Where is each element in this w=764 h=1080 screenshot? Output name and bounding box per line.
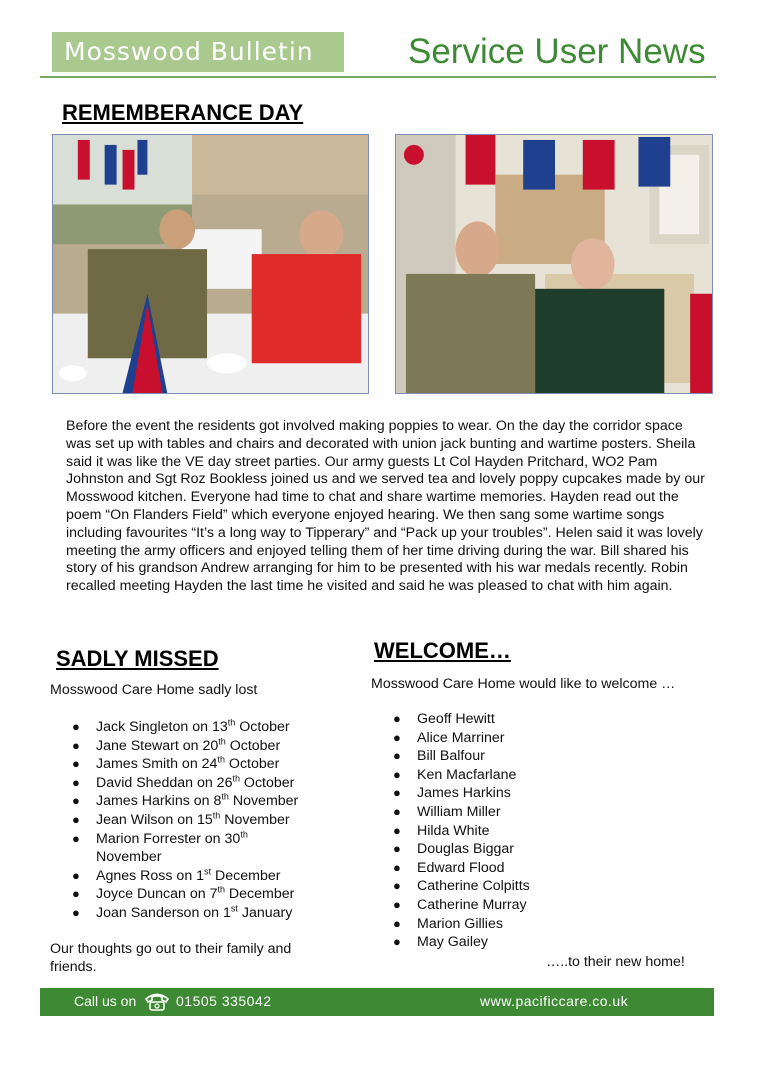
section-title: Service User News [408,32,706,71]
ordinal-suffix: th [212,810,221,821]
list-item [371,840,691,859]
list-item [50,830,350,867]
ordinal-suffix: th [240,828,248,839]
bullet-icon: ● [72,830,80,846]
bullet-icon: ● [393,748,401,764]
ordinal-suffix: th [218,735,226,746]
item-text: Geoff Hewitt [417,711,495,727]
bullet-icon: ● [72,904,80,920]
item-month: October [239,774,295,791]
list-item [371,747,691,766]
item-text: James Smith on 24 [96,756,218,773]
item-month: December [211,867,281,884]
list-item [371,933,691,952]
list-item [371,729,691,748]
telephone-icon [144,990,170,1012]
item-text: David Sheddan on 26 [96,774,233,791]
sadly-missed-intro: Mosswood Care Home sadly lost [50,682,258,698]
bulletin-title: Mosswood Bulletin [52,32,344,72]
bullet-icon: ● [393,822,401,838]
website-link[interactable]: www.pacificcare.co.uk [480,993,629,1009]
bullet-icon: ● [72,774,80,790]
item-text: Catherine Murray [417,896,527,913]
item-text: May Gailey [417,934,488,951]
welcome-list [371,710,691,952]
item-text: Hilda White [417,822,490,839]
list-item [50,755,350,774]
item-month: November [228,793,299,810]
list-item [50,718,350,737]
welcome-intro: Mosswood Care Home would like to welcome … [371,676,676,692]
item-text: James Harkins [417,785,511,802]
bullet-icon: ● [72,756,80,772]
list-item [50,904,350,923]
footer-bar [40,988,714,1016]
item-month: November [96,849,162,866]
item-text: Jane Stewart on 20 [96,737,219,754]
bullet-icon: ● [393,766,401,782]
ordinal-suffix: th [217,754,225,765]
remembrance-photo-veteran-soldier [395,134,713,394]
bullet-icon: ● [72,811,80,827]
sadly-missed-heading: SADLY MISSED [56,646,219,671]
list-item [371,784,691,803]
sadly-missed-list [50,718,350,923]
item-text: Marion Forrester on 30 [96,830,241,847]
ordinal-suffix: th [232,773,240,784]
masthead-divider [40,76,716,78]
list-item [371,822,691,841]
bullet-icon: ● [72,886,80,902]
item-text: Agnes Ross on 1 [96,867,205,884]
item-text: Jack Singleton on 13 [96,719,228,735]
item-text: Joan Sanderson on 1 [96,904,231,921]
bullet-icon: ● [393,711,401,726]
list-item [371,896,691,915]
ordinal-suffix: st [204,866,212,877]
item-text: Alice Marriner [417,729,505,746]
remembrance-heading: REMEMBERANCE DAY [62,100,304,125]
list-item [371,877,691,896]
item-text: Joyce Duncan on 7 [96,886,218,903]
list-item [50,737,350,756]
item-text: Bill Balfour [417,748,485,765]
bullet-icon: ● [393,934,401,950]
list-item [50,811,350,830]
item-text: Ken Macfarlane [417,766,517,783]
ordinal-suffix: st [230,903,238,914]
item-text: Douglas Biggar [417,841,515,858]
remembrance-article: Before the event the residents got involved making poppies to wear. On the day the corridor space was set up with tables and chairs and decorated with union jack bunting and wartime posters. Sheila said it was like the VE day street parties. Our army guests Lt Col Hayden Pritchard, WO2 Pam Johnston and Sgt Roz Bookless joined us and we served tea and lovely poppy cupcakes made by our Mosswood kitchen. Everyone had time to chat and share wartime memories. Hayden read out the poem “On Flanders Field” which everyone enjoyed hearing. We then sang some wartime songs including favourites “It’s a long way to Tipperary” and “Pack up your troubles”. Helen said it was lovely meeting the army officers and enjoyed telling them of her time driving during the war. Bill shared his story of his grandson Andrew arranging for him to be presented with his war medals recently. Robin recalled meeting Hayden the last time he visited and said he was pleased to chat with him again. [66,418,705,595]
bullet-icon: ● [72,867,80,883]
list-item [50,774,350,793]
call-label: Call us on [74,993,137,1009]
list-item [371,766,691,785]
item-text: James Harkins on 8 [96,793,222,810]
ordinal-suffix: th [217,884,225,895]
bullet-icon: ● [393,878,401,894]
list-item [371,915,691,934]
bullet-icon: ● [393,896,401,912]
item-month: December [224,886,295,903]
item-text: William Miller [417,803,501,820]
item-month: October [235,719,290,735]
item-month: November [220,811,290,828]
item-text: Jean Wilson on 15 [96,811,213,828]
item-text: Catherine Colpitts [417,878,530,895]
bullet-icon: ● [72,737,80,753]
item-month: January [237,904,293,921]
item-month: October [224,756,280,773]
list-item [50,867,350,886]
remembrance-photo-tea-party [52,134,369,394]
phone-number[interactable]: 01505 335042 [176,993,272,1009]
item-text: Marion Gillies [417,915,503,932]
item-month: October [225,737,281,754]
list-item [50,792,350,811]
bullet-icon: ● [393,729,401,745]
bullet-icon: ● [72,719,80,734]
bullet-icon: ● [393,785,401,801]
welcome-closing: …..to their new home! [546,954,685,970]
list-item [371,710,691,729]
bullet-icon: ● [72,793,80,809]
list-item [50,885,350,904]
bullet-icon: ● [393,841,401,857]
ordinal-suffix: th [221,791,229,802]
bullet-icon: ● [393,803,401,819]
bullet-icon: ● [393,915,401,931]
sadly-missed-closing: Our thoughts go out to their family and friends. [50,941,292,975]
list-item [371,859,691,878]
ordinal-suffix: th [227,717,236,728]
welcome-heading: WELCOME… [374,638,511,663]
bullet-icon: ● [393,859,401,875]
item-text: Edward Flood [417,859,505,876]
list-item [371,803,691,822]
